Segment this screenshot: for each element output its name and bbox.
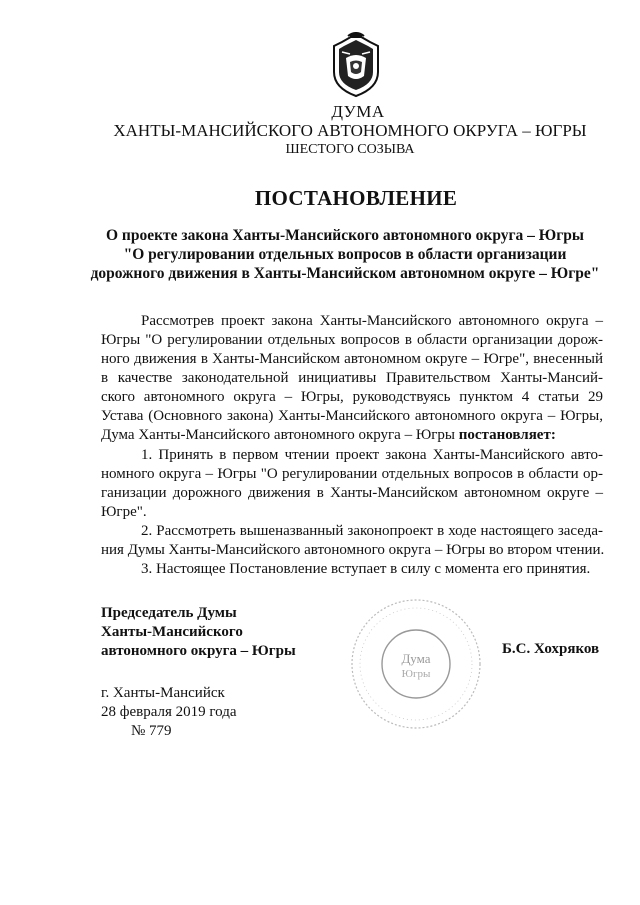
coat-of-arms-emblem bbox=[330, 32, 382, 98]
signatory-line: Председатель Думы bbox=[101, 605, 237, 621]
header-convocation: ШЕСТОГО СОЗЫВА bbox=[285, 142, 415, 157]
signatory-line: автономного округа – Югры bbox=[101, 643, 296, 659]
text-line: 1. Принять в первом чтении проект закона Ханты-Мансийского авто- bbox=[141, 447, 603, 463]
document-subject bbox=[80, 226, 610, 283]
text-line: в качестве законодательной инициативы Правительством Ханты-Мансий- bbox=[101, 370, 603, 386]
signer-name: Б.С. Хохряков bbox=[502, 641, 600, 657]
text-line: ния Думы Ханты-Мансийского автономного округа – Югры во втором чтении. bbox=[101, 542, 605, 558]
header-duma: ДУМА bbox=[331, 102, 385, 121]
text-line: Устава (Основного закона) Ханты-Мансийского автономного округа – Югры, bbox=[101, 408, 603, 424]
signatory-line: Ханты-Мансийского bbox=[101, 624, 243, 640]
subject-line: О проекте закона Ханты-Мансийского автономного округа – Югры bbox=[105, 227, 584, 244]
text-line: ского автономного округа – Югры, руководствуясь пунктом 4 статьи 29 bbox=[101, 389, 603, 405]
text-line: 3. Настоящее Постановление вступает в силу с момента его принятия. bbox=[141, 561, 591, 577]
svg-text:Югры: Югры bbox=[401, 668, 431, 680]
resolution-items bbox=[101, 446, 603, 579]
preamble-paragraph bbox=[101, 312, 603, 445]
subject-line: "О регулировании отдельных вопросов в области организации bbox=[123, 246, 567, 263]
city: г. Ханты-Мансийск bbox=[101, 685, 225, 701]
header-okrug: ХАНТЫ-МАНСИЙСКОГО АВТОНОМНОГО ОКРУГА – ЮГРЫ bbox=[113, 121, 587, 140]
official-seal-stamp bbox=[346, 597, 486, 732]
text-line: ного движения в Ханты-Мансийском автономном округе – Югре", внесенный bbox=[101, 351, 603, 367]
document-number: № 779 bbox=[131, 723, 172, 739]
text-line: 2. Рассмотреть вышеназванный законопроект в ходе настоящего заседа- bbox=[141, 523, 603, 539]
document-meta bbox=[101, 684, 237, 741]
text-line: Рассмотрев проект закона Ханты-Мансийского автономного округа – bbox=[141, 313, 603, 329]
document-type-title: ПОСТАНОВЛЕНИЕ bbox=[254, 186, 458, 210]
svg-text:Дума: Дума bbox=[401, 651, 431, 666]
text-segment: Дума Ханты-Мансийского автономного округа – Югры bbox=[101, 427, 459, 443]
date: 28 февраля 2019 года bbox=[101, 704, 237, 720]
text-line bbox=[101, 426, 603, 445]
decision-keyword: постановляет: bbox=[458, 427, 556, 443]
signatory-title bbox=[101, 604, 296, 661]
text-line: ганизации дорожного движения в Ханты-Мансийском автономном округе – bbox=[101, 485, 603, 501]
text-line: Югры "О регулировании отдельных вопросов в области организации дорож- bbox=[101, 332, 603, 348]
subject-line: дорожного движения в Ханты-Мансийском автономном округе – Югре" bbox=[90, 265, 600, 282]
text-line: Югре". bbox=[101, 504, 147, 520]
text-line: номного округа – Югры "О регулировании отдельных вопросов в области ор- bbox=[101, 466, 603, 482]
